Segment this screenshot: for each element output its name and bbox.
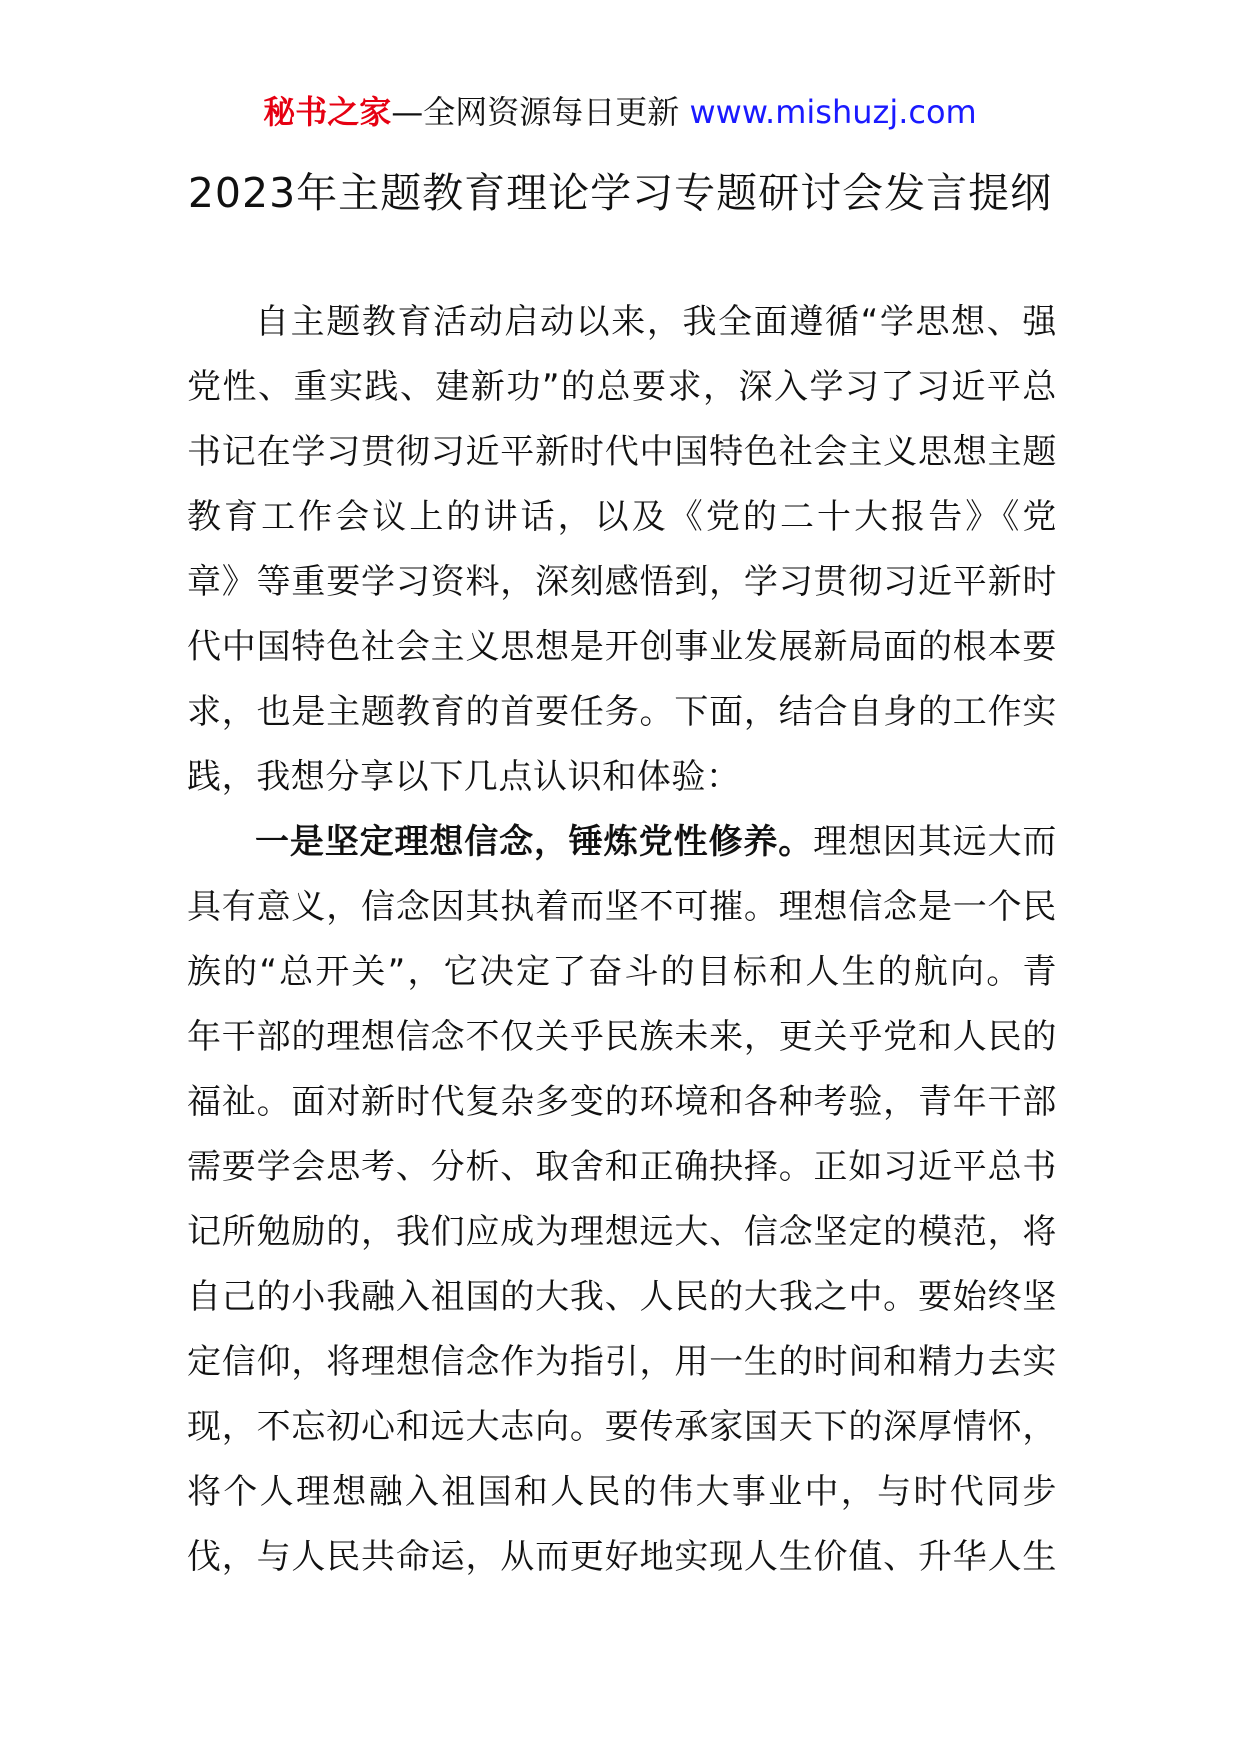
paragraph-line: 需要学会思考、分析、取舍和正确抉择。正如习近平总书 [187, 1147, 1057, 1187]
paragraph-line: 党性、重实践、建新功”的总要求，深入学习了习近平总 [187, 367, 1057, 407]
paragraph-line: 求，也是主题教育的首要任务。下面，结合自身的工作实 [187, 692, 1057, 732]
paragraph-line: 章》等重要学习资料，深刻感悟到，学习贯彻习近平新时 [187, 562, 1057, 602]
paragraph-line: 教育工作会议上的讲话，以及《党的二十大报告》《党 [187, 497, 1057, 537]
paragraph-line: 福祉。面对新时代复杂多变的环境和各种考验，青年干部 [187, 1082, 1057, 1122]
paragraph-line: 年干部的理想信念不仅关乎民族未来，更关乎党和人民的 [187, 1017, 1057, 1057]
paragraph-line: 自主题教育活动启动以来，我全面遵循“学思想、强 [255, 302, 1057, 342]
paragraph-line: 定信仰，将理想信念作为指引，用一生的时间和精力去实 [187, 1342, 1057, 1382]
point-one-text: 理想因其远大而 [813, 822, 1057, 862]
paragraph-line: 记所勉励的，我们应成为理想远大、信念坚定的模范，将 [187, 1212, 1057, 1252]
paragraph-line: 现，不忘初心和远大志向。要传承家国天下的深厚情怀， [187, 1407, 1057, 1447]
site-url-link[interactable]: www.mishuzj.com [689, 93, 977, 131]
document-title: 2023年主题教育理论学习专题研讨会发言提纲 [187, 169, 1053, 217]
point-one-heading: 一是坚定理想信念，锤炼党性修养。 [255, 822, 814, 862]
point-one-first-line [187, 810, 1057, 875]
document-body [187, 290, 1057, 1590]
paragraph-line: 书记在学习贯彻习近平新时代中国特色社会主义思想主题 [187, 432, 1057, 472]
paragraph-line: 将个人理想融入祖国和人民的伟大事业中，与时代同步 [187, 1472, 1057, 1512]
paragraph-line: 践，我想分享以下几点认识和体验： [187, 757, 741, 797]
paragraph-line: 代中国特色社会主义思想是开创事业发展新局面的根本要 [187, 627, 1057, 667]
header-tagline: —全网资源每日更新 [391, 93, 680, 131]
brand-name: 秘书之家 [263, 93, 392, 131]
paragraph-line: 具有意义，信念因其执着而坚不可摧。理想信念是一个民 [187, 887, 1057, 927]
site-header [0, 92, 1240, 132]
paragraph-line: 族的“总开关”，它决定了奋斗的目标和人生的航向。青 [187, 952, 1057, 992]
paragraph-line: 自己的小我融入祖国的大我、人民的大我之中。要始终坚 [187, 1277, 1057, 1317]
paragraph-line: 伐，与人民共命运，从而更好地实现人生价值、升华人生 [187, 1537, 1057, 1577]
